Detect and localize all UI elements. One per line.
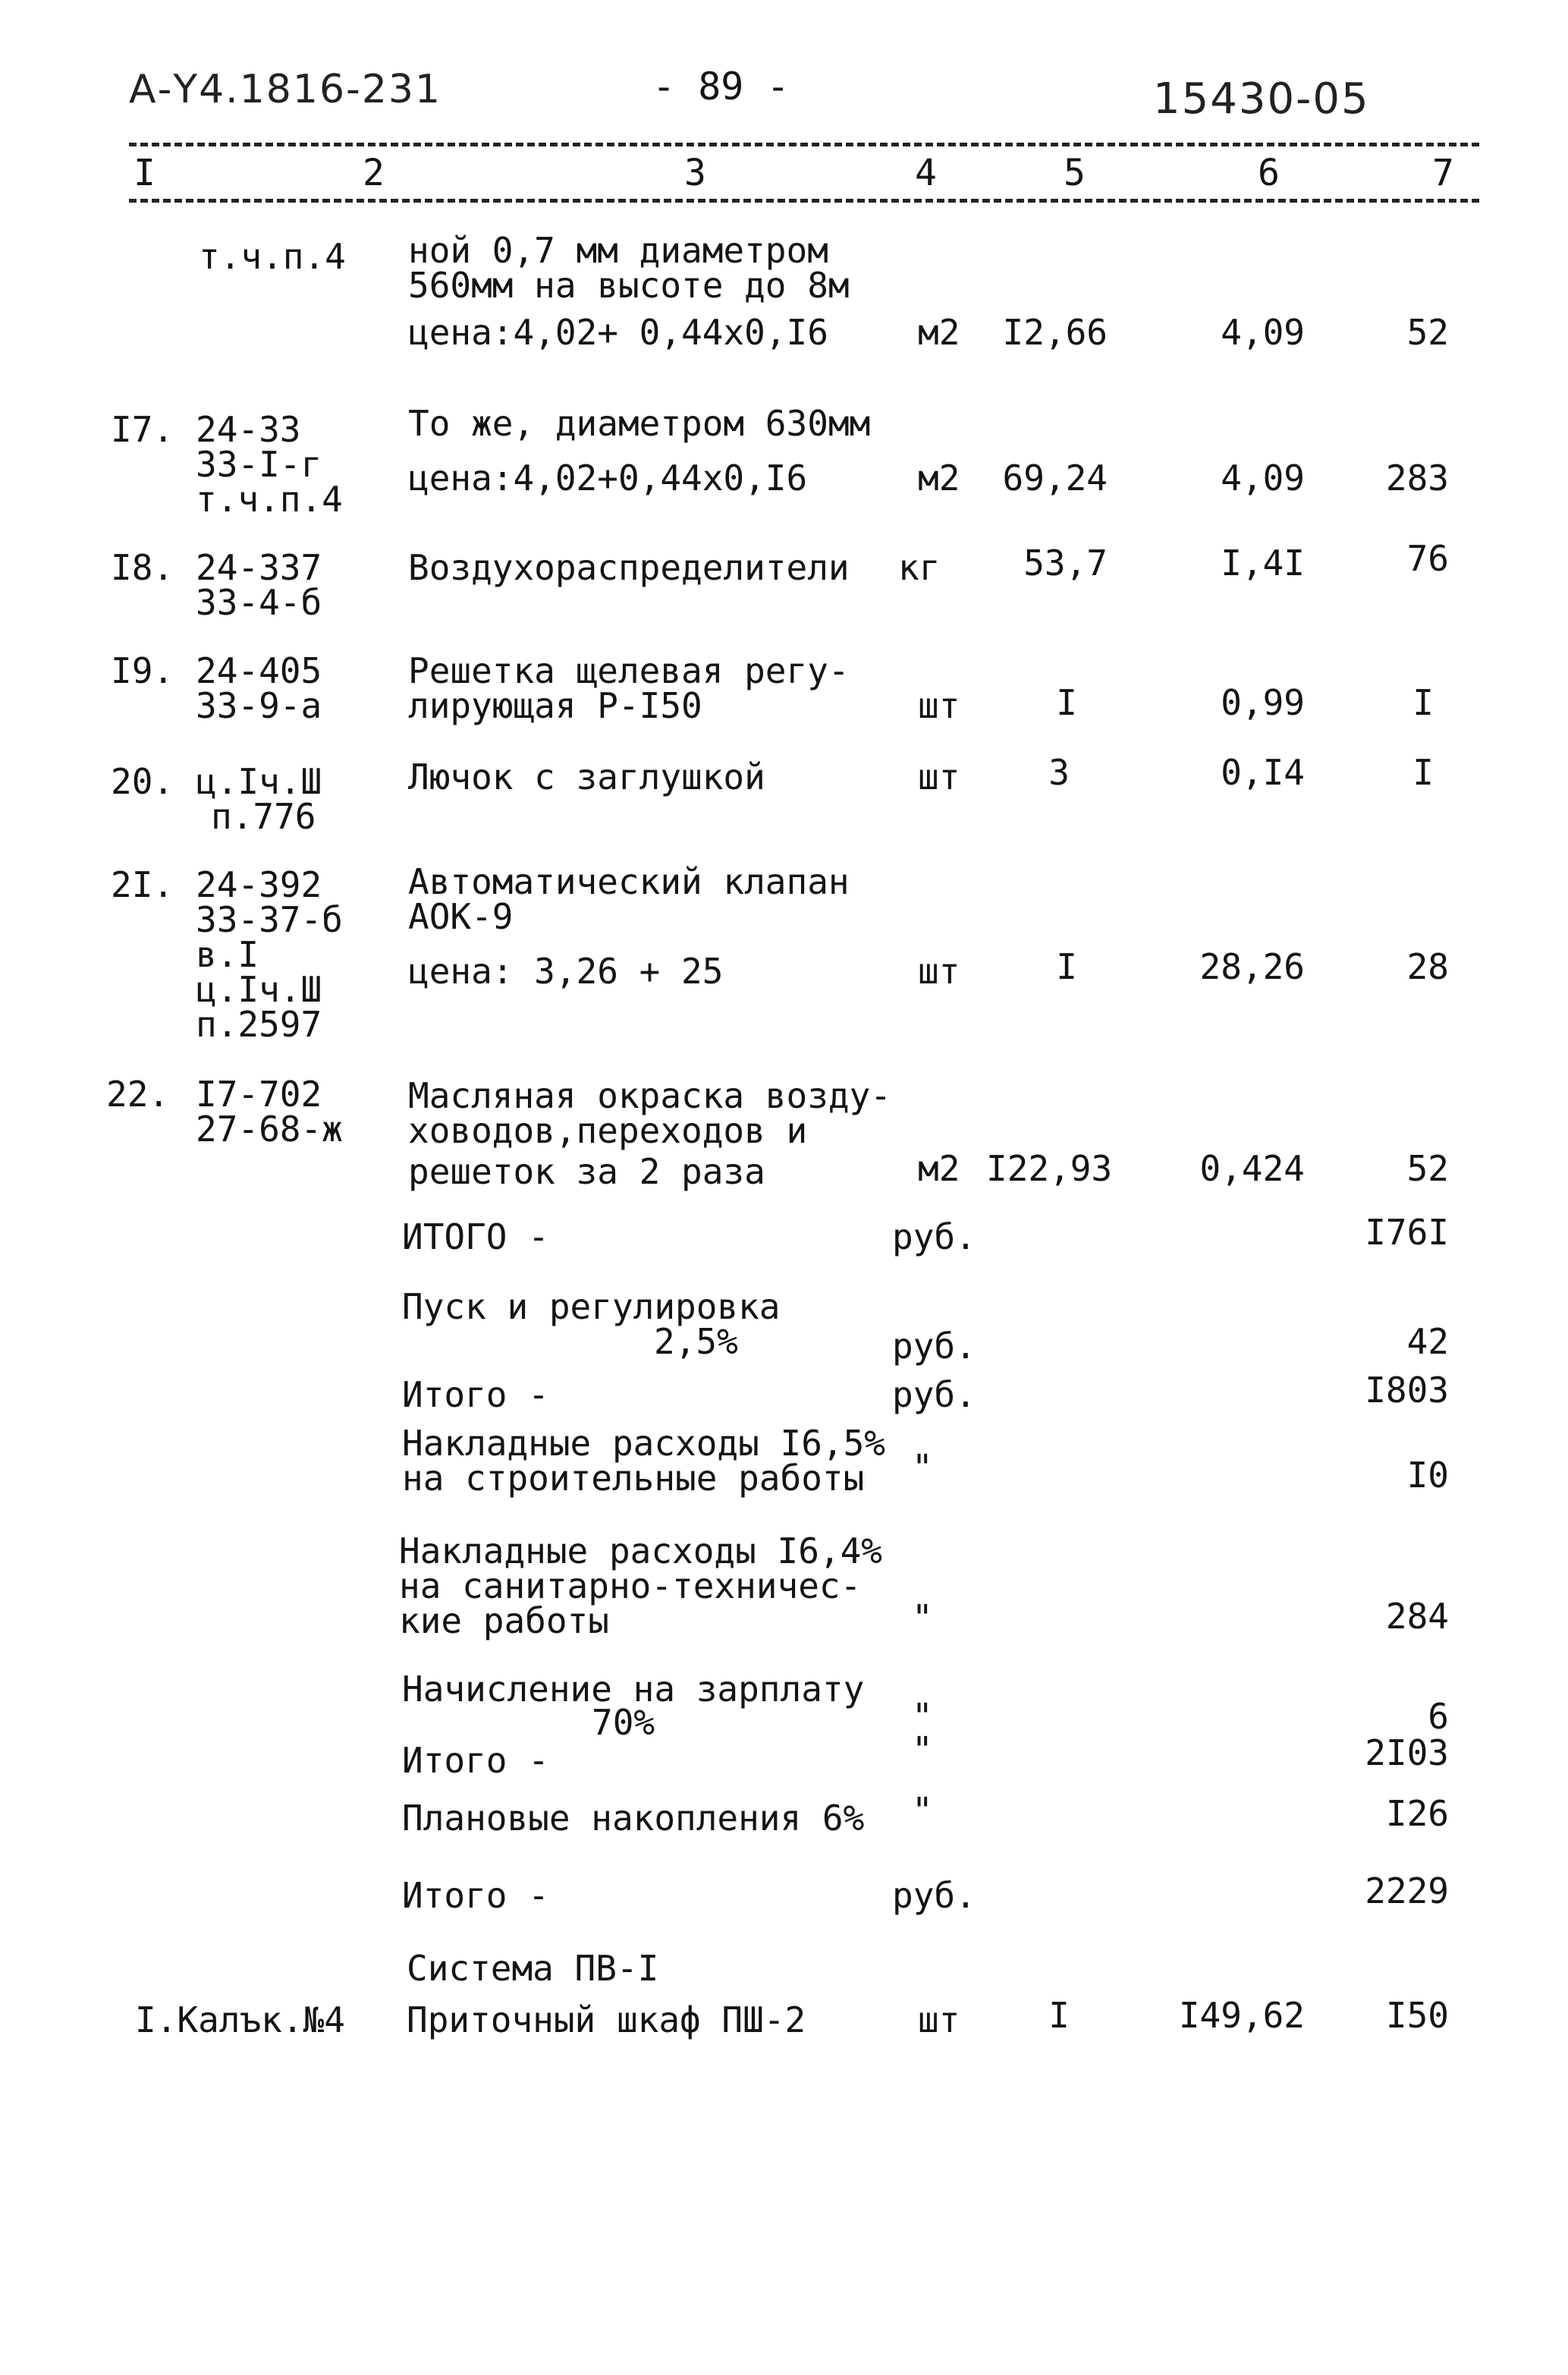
summary-total: 6 <box>1428 1696 1449 1737</box>
summary-unit: " <box>912 1729 933 1770</box>
summary-total: I803 <box>1365 1370 1449 1411</box>
row-number: 20. <box>111 761 174 802</box>
summary-label: Накладные расходы I6,5% <box>402 1423 885 1464</box>
row-number: I9. <box>111 650 174 691</box>
row-total: I <box>1412 752 1434 793</box>
row-desc-line: Воздухораспределители <box>408 547 850 588</box>
row-qty: 53,7 <box>1023 543 1108 584</box>
row-desc-line: Приточный шкаф ПШ-2 <box>407 1999 806 2040</box>
row-qty: 3 <box>1048 752 1070 793</box>
row-desc-line: Лючок с заглушкой <box>408 757 765 797</box>
row-ref: I7-702 <box>196 1074 322 1115</box>
summary-label: 70% <box>592 1702 655 1743</box>
row-desc-line: Масляная окраска возду- <box>408 1075 891 1116</box>
row-ref: 24-405 <box>196 650 322 691</box>
summary-total: I26 <box>1385 1793 1449 1834</box>
col-number-2: 2 <box>363 152 385 194</box>
row-desc-line: решеток за 2 раза <box>408 1151 765 1192</box>
summary-total: 2229 <box>1365 1870 1449 1911</box>
row-number: I7. <box>111 409 174 450</box>
row-ref: п.776 <box>211 796 316 837</box>
row-total: I50 <box>1385 1995 1449 2036</box>
summary-unit: " <box>912 1696 933 1737</box>
row-number: I8. <box>111 547 174 588</box>
row-ref: в.I <box>196 934 259 975</box>
row-desc-line: цена:4,02+0,44х0,I6 <box>408 458 808 499</box>
summary-label: на строительные работы <box>402 1458 865 1499</box>
row-unit: шт <box>918 685 960 726</box>
row-ref: 24-33 <box>196 409 301 450</box>
row-ref: 33-4-б <box>196 582 322 623</box>
summary-label: 2,5% <box>654 1321 738 1362</box>
row-unit: шт <box>918 757 960 797</box>
row-desc-line: Решетка щелевая регу- <box>408 650 850 691</box>
row-desc-line: То же, диаметром 630мм <box>408 403 871 444</box>
col-number-7: 7 <box>1432 152 1454 194</box>
row-qty: 69,24 <box>1002 458 1108 499</box>
col-number-3: 3 <box>684 152 706 194</box>
document-code: А-Ү4.1816-231 <box>129 67 442 112</box>
summary-label: Итого - <box>402 1374 549 1415</box>
row-qty: I <box>1048 1995 1070 2036</box>
row-total: I <box>1412 682 1434 723</box>
row-number: 22. <box>106 1074 170 1115</box>
row-desc-line: АОК-9 <box>408 896 514 937</box>
col-number-4: 4 <box>915 152 937 194</box>
summary-label: кие работы <box>399 1600 609 1641</box>
row-ref: ц.Iч.Ш <box>196 969 322 1010</box>
row-qty: I <box>1056 946 1077 987</box>
document-number: 15430-05 <box>1153 74 1370 124</box>
summary-unit: руб. <box>892 1326 976 1367</box>
row-unit: кг <box>898 547 941 588</box>
row-total: 76 <box>1406 538 1449 579</box>
row-unit: шт <box>918 1999 960 2040</box>
row-total: 283 <box>1385 458 1449 499</box>
row-unit: м2 <box>918 312 960 353</box>
row-ref: ц.Iч.Ш <box>196 761 322 802</box>
row-price: I49,62 <box>1178 1995 1305 2036</box>
row-total: 52 <box>1406 1148 1449 1189</box>
row-desc-line: Автоматический клапан <box>408 861 850 902</box>
row-total: 28 <box>1406 946 1449 987</box>
row-qty: I <box>1056 682 1077 723</box>
summary-unit: " <box>912 1597 933 1638</box>
row-unit: шт <box>918 951 960 992</box>
row-price: 0,99 <box>1221 682 1305 723</box>
row-price: 4,09 <box>1221 312 1305 353</box>
summary-total: I0 <box>1406 1455 1449 1496</box>
top-dashed-rule <box>129 143 1479 146</box>
row-price: 4,09 <box>1221 458 1305 499</box>
row-unit: м2 <box>918 458 960 499</box>
page-number: - 89 - <box>652 64 790 109</box>
col-number-1: I <box>134 152 156 194</box>
row-unit: м2 <box>918 1148 960 1189</box>
row-desc-line: ховодов,переходов и <box>408 1110 808 1151</box>
summary-label: Плановые накопления 6% <box>402 1798 865 1839</box>
row-price: 0,424 <box>1199 1148 1305 1189</box>
col-number-5: 5 <box>1064 152 1086 194</box>
row-desc-line: цена: 3,26 + 25 <box>408 951 724 992</box>
row-desc-line: 560мм на высоте до 8м <box>408 265 850 306</box>
summary-total: 42 <box>1406 1321 1449 1362</box>
row-ref: 24-337 <box>196 547 322 588</box>
row-ref: т.ч.п.4 <box>196 479 343 520</box>
row-ref: 24-392 <box>196 864 322 905</box>
row-qty: I2,66 <box>1002 312 1108 353</box>
col-number-6: 6 <box>1258 152 1280 194</box>
summary-total: 284 <box>1385 1596 1449 1637</box>
row-price: 28,26 <box>1199 946 1305 987</box>
summary-label: Итого - <box>402 1875 549 1916</box>
summary-label: ИТОГО - <box>402 1216 549 1257</box>
row-ref: 33-37-б <box>196 899 343 940</box>
summary-label: на санитарно-техничес- <box>399 1565 862 1606</box>
row-qty: I22,93 <box>986 1148 1113 1189</box>
summary-unit: руб. <box>892 1216 976 1257</box>
summary-label: Накладные расходы I6,4% <box>399 1530 882 1571</box>
row-price: 0,I4 <box>1221 752 1305 793</box>
row-ref: 33-9-а <box>196 685 322 726</box>
row-price: I,4I <box>1221 543 1305 584</box>
row-number: 2I. <box>111 864 174 905</box>
summary-total: 2I03 <box>1365 1732 1449 1773</box>
summary-unit: руб. <box>892 1374 976 1415</box>
summary-unit: руб. <box>892 1875 976 1916</box>
summary-label: Начисление на зарплату <box>402 1669 865 1710</box>
summary-label: Пуск и регулировка <box>402 1286 781 1327</box>
header-dashed-rule <box>129 199 1479 203</box>
row-ref: т.ч.п.4 <box>199 236 346 277</box>
summary-total: I76I <box>1365 1212 1449 1253</box>
row-ref: п.2597 <box>196 1004 322 1045</box>
row-desc-line: лирующая Р-I50 <box>408 685 702 726</box>
row-ref: 33-I-г <box>196 444 322 485</box>
row-desc-line: ной 0,7 мм диаметром <box>408 230 828 271</box>
summary-unit: " <box>912 1447 933 1488</box>
row-desc-line: цена:4,02+ 0,44х0,I6 <box>408 312 828 353</box>
row-total: 52 <box>1406 312 1449 353</box>
row-ref: 27-68-ж <box>196 1109 343 1150</box>
summary-label: Итого - <box>402 1740 549 1781</box>
summary-unit: " <box>912 1790 933 1831</box>
row-ref: I.Калък.№4 <box>135 1999 345 2040</box>
system-title: Система ПВ-I <box>407 1948 659 1989</box>
